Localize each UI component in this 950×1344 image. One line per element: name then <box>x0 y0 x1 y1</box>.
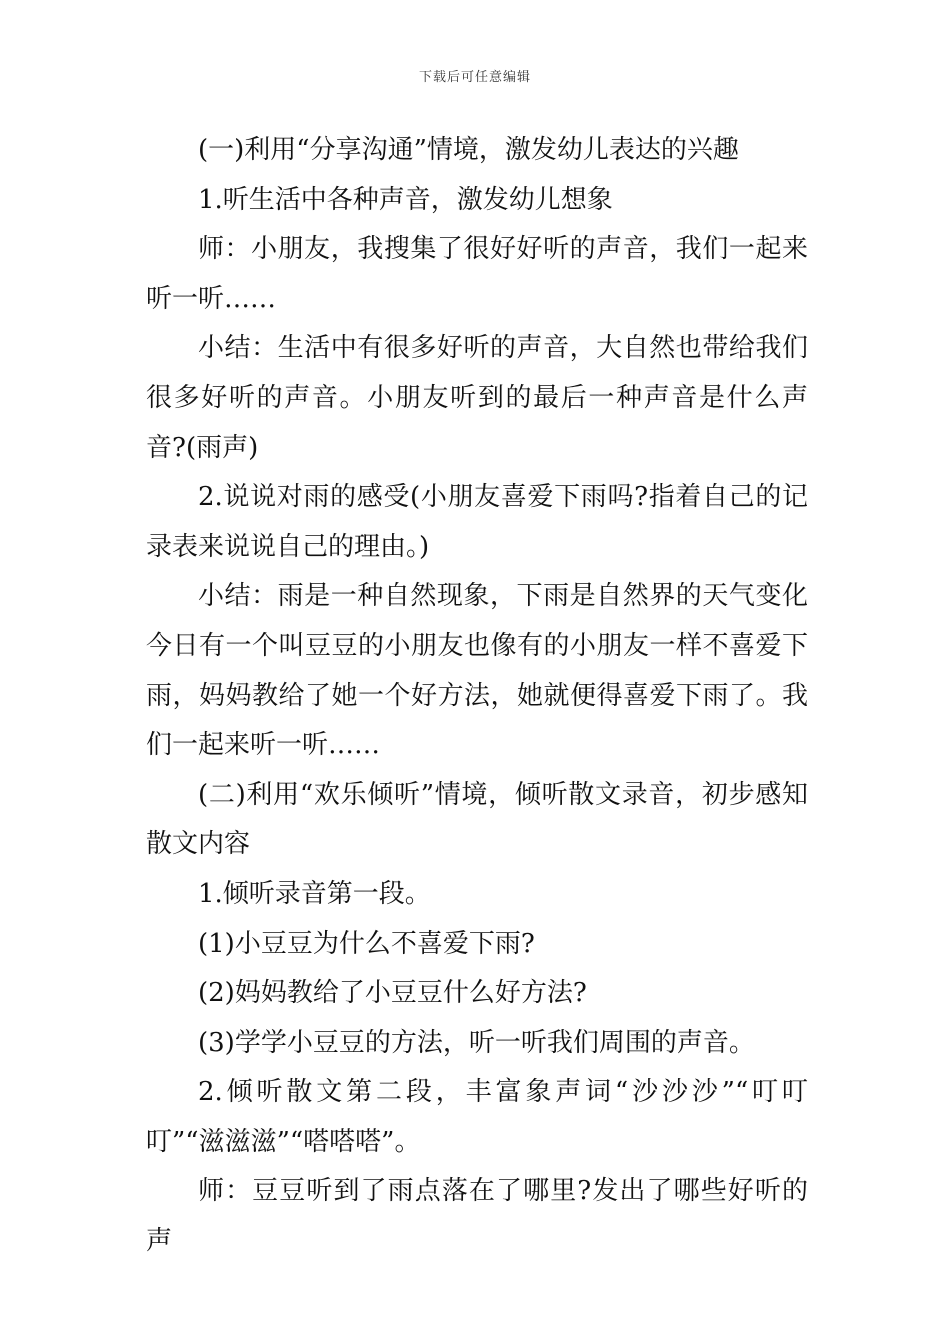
paragraph: (2)妈妈教给了小豆豆什么好方法? <box>198 978 587 1009</box>
page-header: 下载后可任意编辑 <box>418 70 531 85</box>
section-heading-1: (一)利用“分享沟通”情境，激发幼儿表达的兴趣 <box>198 135 739 165</box>
document-body <box>146 126 808 1267</box>
paragraph: 1.倾听录音第一段。 <box>198 878 431 909</box>
paragraph: 师：小朋友，我搜集了很好好听的声音，我们一起来听一听…… <box>146 234 808 314</box>
section-heading-2: (二)利用“欢乐倾听”情境，倾听散文录音，初步感知散文内容 <box>146 779 808 860</box>
paragraph: 师：豆豆听到了雨点落在了哪里?发出了哪些好听的声 <box>146 1176 808 1257</box>
paragraph: (1)小豆豆为什么不喜爱下雨? <box>198 928 535 959</box>
paragraph: 2.倾听散文第二段，丰富象声词“沙沙沙”“叮叮叮”“滋滋滋”“嗒嗒嗒”。 <box>146 1077 808 1157</box>
paragraph: 2.说说对雨的感受(小朋友喜爱下雨吗?指着自己的记录表来说说自己的理由。) <box>146 482 808 562</box>
paragraph: (3)学学小豆豆的方法，听一听我们周围的声音。 <box>198 1027 755 1058</box>
paragraph: 小结：生活中有很多好听的声音，大自然也带给我们很多好听的声音。小朋友听到的最后一种声音是什么声音?(雨声) <box>146 333 808 463</box>
paragraph: 小结：雨是一种自然现象，下雨是自然界的天气变化今日有一个叫豆豆的小朋友也像有的小朋友一样不喜爱下雨，妈妈教给了她一个好方法，她就便得喜爱下雨了。我们一起来听一听…… <box>146 581 808 761</box>
paragraph: 1.听生活中各种声音，激发幼儿想象 <box>198 184 613 215</box>
